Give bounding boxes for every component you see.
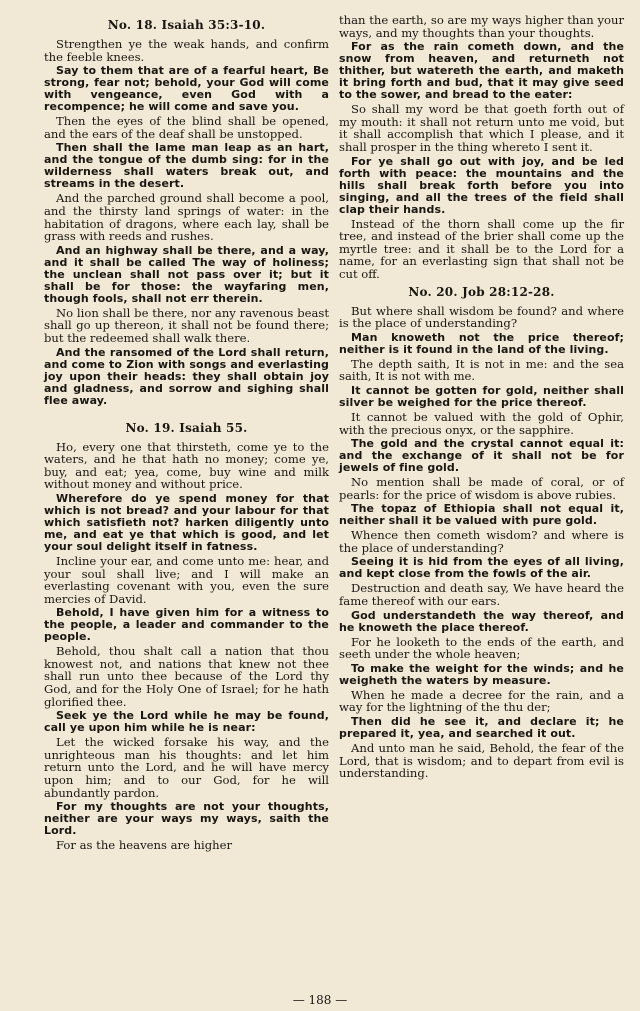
- right-column: [339, 14, 624, 854]
- response-text: Seeing it is hid from the eyes of all living, and kept close from the fowls of the air.: [339, 555, 624, 581]
- reading-text: When he made a decree for the rain, and a way for the lightning of the thu der;: [339, 687, 624, 715]
- response-text: And an highway shall be there, and a way, and it shall be called The way of holiness; the unclean shall not pass over it; but it shall be for those: the wayfaring men, though fools, shall not err therein.: [44, 243, 329, 305]
- response-text: To make the weight for the winds; and he weigheth the waters by measure.: [339, 661, 624, 687]
- reading-text: No mention shall be made of coral, or of pearls: for the price of wisdom is above rubies.: [339, 475, 624, 502]
- response-text: Then shall the lame man leap as an hart, and the tongue of the dumb sing: for in the wilderness shall waters break out, and streams in the desert.: [44, 141, 329, 191]
- response-text: Say to them that are of a fearful heart, Be strong, fear not; behold, your God will come with vengeance, even God with a recompence; he will come and save you.: [44, 64, 329, 114]
- reading-text: Incline your ear, and come unto me: hear, and your soul shall live; and I will make an everlasting covenant with you, even the sure mercies of David.: [44, 553, 329, 606]
- response-text: Behold, I have given him for a witness to the people, a leader and commander to the people.: [44, 606, 329, 644]
- response-text: It cannot be gotten for gold, neither shall silver be weighed for the price thereof.: [339, 383, 624, 409]
- reading-heading-20: No. 20. Job 28:12-28.: [408, 284, 555, 299]
- reading-text: For he looketh to the ends of the earth, and seeth under the whole heaven;: [339, 634, 624, 662]
- reading-text: Destruction and death say, We have heard the fame thereof with our ears.: [339, 581, 624, 609]
- reading-text: For as the heavens are higher: [56, 838, 233, 853]
- reading-text: Behold, thou shalt call a nation that thou knowest not, and nations that knew not thee shall run unto thee because of the Lord thy God, and for the Holy One of Israel; for he hath glorified thee.: [44, 644, 329, 709]
- response-text: Man knoweth not the price thereof; neither is it found in the land of the living.: [339, 330, 624, 356]
- reading-text: Then the eyes of the blind shall be opened, and the ears of the deaf shall be unstopped.: [44, 114, 329, 141]
- reading-text: No lion shall be there, nor any ravenous beast shall go up thereon, it shall not be found there; but the redeemed shall walk there.: [44, 305, 329, 345]
- reading-text: Instead of the thorn shall come up the fir tree, and instead of the brier shall come up the myrtle tree: and it shall be to the Lord for a name, for an everlasting sign that shall not be cut off.: [339, 216, 624, 281]
- left-column: [44, 14, 329, 854]
- two-column-layout: [44, 14, 626, 854]
- response-text: For my thoughts are not your thoughts, neither are your ways my ways, saith the Lord.: [44, 800, 329, 838]
- reading-text: Strengthen ye the weak hands, and confirm the feeble knees.: [44, 37, 329, 64]
- response-text: Seek ye the Lord while he may be found, call ye upon him while he is near:: [44, 709, 329, 735]
- page-number: — 188 —: [292, 993, 348, 1007]
- reading-heading-19: No. 19. Isaiah 55.: [125, 420, 248, 435]
- reading-text: Ho, every one that thirsteth, come ye to the waters, and he that hath no money; come ye, buy, and eat; yea, come, buy wine and milk without money and without price.: [44, 439, 329, 492]
- reading-text: And unto man he said, Behold, the fear of the Lord, that is wisdom; and to depart from evil is understanding.: [339, 741, 624, 781]
- reading-text: Let the wicked forsake his way, and the unrighteous man his thoughts: and let him return unto the Lord, and he will have mercy upon him; and to our God, for he will abundantly pardon.: [44, 735, 329, 800]
- response-text: God understandeth the way thereof, and he knoweth the place thereof.: [339, 608, 624, 634]
- response-text: The gold and the crystal cannot equal it: and the exchange of it shall not be for jewels of fine gold.: [339, 437, 624, 475]
- reading-text: than the earth, so are my ways higher than your ways, and my thoughts than your thoughts.: [339, 13, 624, 40]
- reading-text: Whence then cometh wisdom? and where is the place of understanding?: [339, 528, 624, 555]
- reading-text: But where shall wisdom be found? and where is the place of understanding?: [339, 303, 624, 331]
- reading-text: So shall my word be that goeth forth out of my mouth: it shall not return unto me void, but it shall accomplish that which I please, and it shall prosper in the thing whereto I sent it.: [339, 102, 624, 154]
- reading-heading-18: No. 18. Isaiah 35:3-10.: [107, 18, 266, 32]
- response-text: Wherefore do ye spend money for that which is not bread? and your labour for that which satisfieth not? harken diligently unto me, and eat ye that which is good, and let your soul delight itself in fatness.: [44, 491, 329, 553]
- response-text: For ye shall go out with joy, and be led forth with peace: the mountains and the hills shall break forth before you into singing, and all the trees of the field shall clap their hands.: [339, 154, 624, 216]
- reading-text: The depth saith, It is not in me: and the sea saith, It is not with me.: [339, 356, 624, 384]
- reading-text: It cannot be valued with the gold of Ophir, with the precious onyx, or the sapphire.: [339, 409, 624, 437]
- reading-text: And the parched ground shall become a pool, and the thirsty land springs of water: in the habitation of dragons, where each lay, shall be grass with reeds and rushes.: [44, 191, 329, 244]
- response-text: And the ransomed of the Lord shall return, and come to Zion with songs and everlasting joy upon their heads: they shall obtain joy and gladness, and sorrow and sighing shall flee away.: [44, 345, 329, 407]
- response-text: For as the rain cometh down, and the snow from heaven, and returneth not thither, but watereth the earth, and maketh it bring forth and bud, that it may give seed to the sower, and bread to the eater:: [339, 40, 624, 102]
- response-text: The topaz of Ethiopia shall not equal it, neither shall it be valued with pure gold.: [339, 502, 624, 528]
- response-text: Then did he see it, and declare it; he prepared it, yea, and searched it out.: [339, 715, 624, 741]
